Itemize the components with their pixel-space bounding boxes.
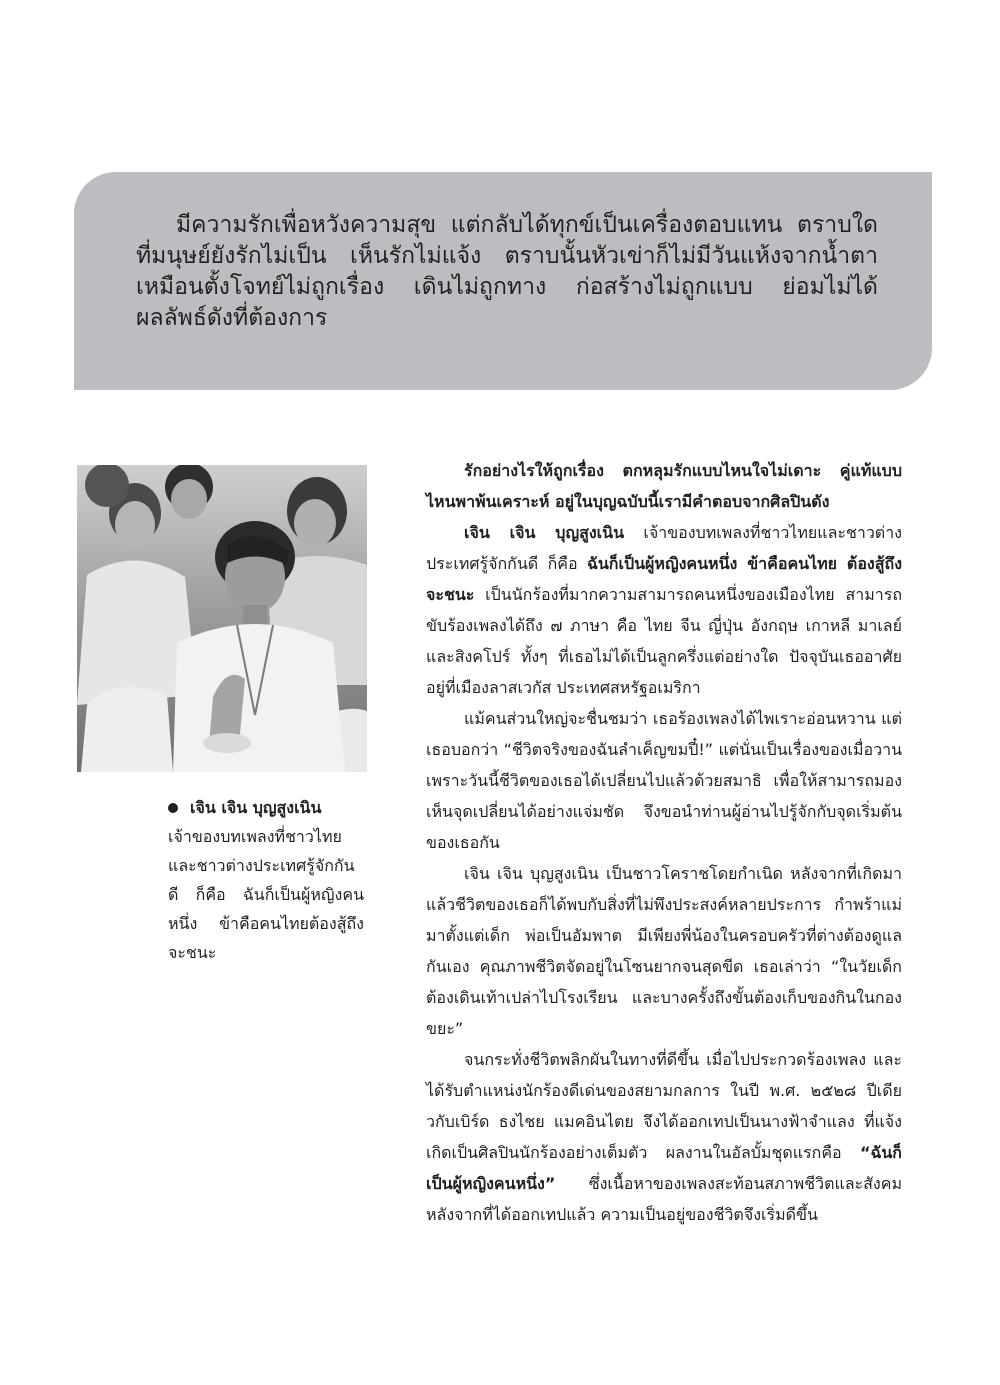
photo-praying-woman	[77, 465, 367, 772]
photo-caption	[168, 793, 364, 967]
artist-name: เจิน เจิน บุญสูงเนิน	[464, 523, 625, 542]
article-body	[426, 455, 902, 1230]
caption-text: เจ้าของบทเพลงที่ชาวไทยและชาวต่างประเทศรู้จักกันดี ก็คือ ฉันก็เป็นผู้หญิงคนหนึ่ง ข้าคือคนไทยต้องสู้ถึงจะชนะ	[168, 827, 364, 962]
photo-illustration	[77, 465, 367, 772]
quote-callout-box	[74, 172, 932, 390]
album-title: “ฉันก็เป็นผู้หญิงคนหนึ่ง”	[426, 1143, 902, 1193]
song-titles: ฉันก็เป็นผู้หญิงคนหนึ่ง ข้าคือคนไทย ต้องสู้ถึงจะชนะ	[426, 554, 902, 604]
p1-text-2: เป็นนักร้องที่มากความสามารถคนหนึ่งของเมืองไทย สามารถขับร้องเพลงได้ถึง ๗ ภาษา คือ ไทย จีน ญี่ปุ่น อังกฤษ เกาหลี มาเลย์ และสิงคโปร์ ทั้งๆ ที่เธอไม่ได้เป็นลูกครึ่งแต่อย่างใด ปัจจุบันเธออาศัยอยู่ที่เมืองลาสเวกัส ประเทศสหรัฐอเมริกา	[426, 585, 902, 697]
caption-title: เจิน เจิน บุญสูงเนิน	[190, 793, 364, 822]
article-paragraph-1	[426, 517, 902, 703]
article-intro	[426, 455, 902, 517]
p4-text-1: จนกระทั่งชีวิตพลิกผันในทางที่ดีขึ้น เมื่อไปประกวดร้องเพลง และได้รับตำแหน่งนักร้องดีเด่นของสยามกลการ ในปี พ.ศ. ๒๕๒๘ ปีเดียวกับเบิร์ด ธงไชย แมคอินไตย จึงได้ออกเทปเป็นนางฟ้าจำแลง ที่แจ้งเกิดเป็นศิลปินนักร้องอย่างเต็มตัว ผลงานในอัลบั้มชุดแรกคือ	[426, 1050, 902, 1162]
article-paragraph-4	[426, 1044, 902, 1230]
p4-text-2: ซึ่งเนื้อหาของเพลงสะท้อนสภาพชีวิตและสังคม หลังจากที่ได้ออกเทปแล้ว ความเป็นอยู่ของชีวิตจึงเริ่มดีขึ้น	[426, 1174, 902, 1224]
quote-text: มีความรักเพื่อหวังความสุข แต่กลับได้ทุกข์เป็นเครื่องตอบแทน ตราบใดที่มนุษย์ยังรักไม่เป็น เห็นรักไม่แจ้ง ตราบนั้นหัวเข่าก็ไม่มีวันแห้งจากน้ำตา เหมือนตั้งโจทย์ไม่ถูกเรื่อง เดินไม่ถูกทาง ก่อสร้างไม่ถูกแบบ ย่อมไม่ได้ผลลัพธ์ดังที่ต้องการ	[136, 212, 878, 331]
p1-text-1: เจ้าของบทเพลงที่ชาวไทยและชาวต่างประเทศรู้จักกันดี ก็คือ	[426, 523, 902, 573]
article-paragraph-2: แม้คนส่วนใหญ่จะชื่นชมว่า เธอร้องเพลงได้ไพเราะอ่อนหวาน แต่เธอบอกว่า “ชีวิตจริงของฉันลำเค็ญขมปี๋!” แต่นั่นเป็นเรื่องของเมื่อวาน เพราะวันนี้ชีวิตของเธอได้เปลี่ยนไปแล้วด้วยสมาธิ เพื่อให้สามารถมองเห็นจุดเปลี่ยนได้อย่างแจ่มชัด จึงขอนำท่านผู้อ่านไปรู้จักกับจุดเริ่มต้นของเธอกัน	[426, 709, 902, 852]
article-paragraph-3: เจิน เจิน บุญสูงเนิน เป็นชาวโคราชโดยกำเนิด หลังจากที่เกิดมาแล้วชีวิตของเธอก็ได้พบกับสิ่งที่ไม่พึงประสงค์หลายประการ กำพร้าแม่มาตั้งแต่เด็ก พ่อเป็นอัมพาต มีเพียงพี่น้องในครอบครัวที่ต่างต้องดูแลกันเอง คุณภาพชีวิตจัดอยู่ในโซนยากจนสุดขีด เธอเล่าว่า “ในวัยเด็กต้องเดินเท้าเปล่าไปโรงเรียน และบางครั้งถึงขั้นต้องเก็บของกินในกองขยะ”	[426, 864, 902, 1038]
intro-text: รักอย่างไรให้ถูกเรื่อง ตกหลุมรักแบบไหนใจไม่เดาะ คู่แท้แบบไหนพาพ้นเคราะห์ อยู่ในบุญฉบับนี้เรามีคำตอบจากศิลปินดัง	[426, 461, 902, 511]
